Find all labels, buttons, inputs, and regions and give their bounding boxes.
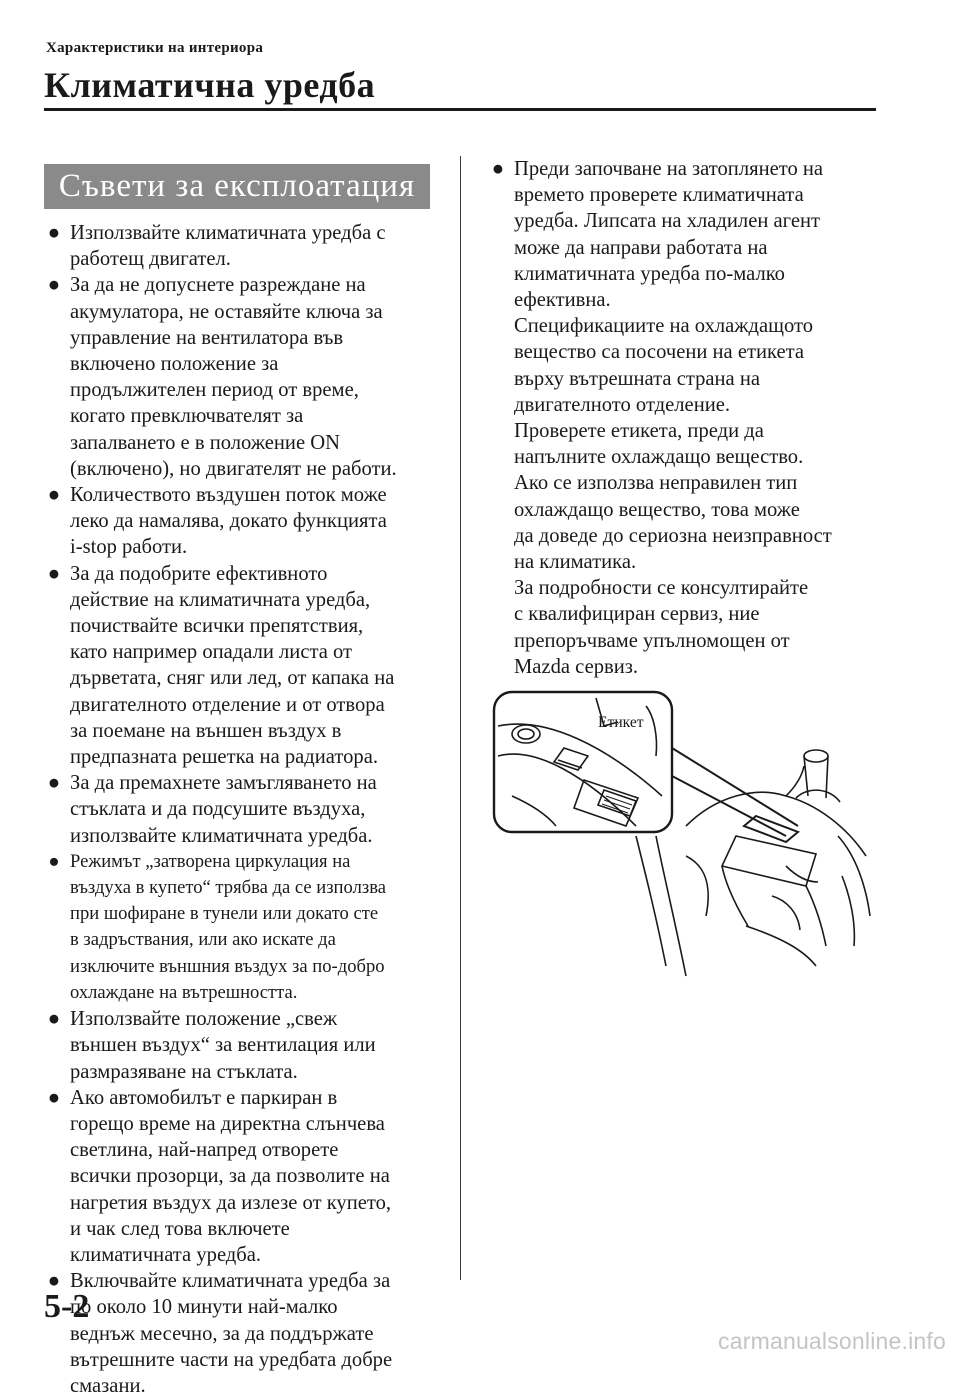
text-line: и чак след това включете xyxy=(70,1217,290,1240)
text-line: охлаждане на вътрешността. xyxy=(70,981,298,1003)
text-line: предпазната решетка на радиатора. xyxy=(70,746,379,769)
page-title: Климатична уредба xyxy=(44,65,376,105)
text-line: горещо време на директна слънчева xyxy=(70,1112,385,1135)
text-line: За подробности се консултирайте xyxy=(514,577,809,600)
text-line: Ако се използва неправилен тип xyxy=(514,472,798,495)
title-rule xyxy=(44,108,876,111)
bullet-text xyxy=(514,156,878,313)
text-line: Количеството въздушен поток може xyxy=(70,484,387,507)
bullet-item xyxy=(44,1085,434,1268)
note-paragraph xyxy=(488,418,878,470)
text-line: времето проверете климатичната xyxy=(514,184,804,207)
text-line: i-stop работи. xyxy=(70,536,188,559)
text-line: стъклата и да подсушите въздуха, xyxy=(70,798,366,821)
text-line: напълните охлаждащо вещество. xyxy=(514,446,804,469)
bullet-dot-icon: ● xyxy=(491,158,505,180)
text-line: работещ двигател. xyxy=(70,248,231,271)
text-line: в задръствания, или ако искате да xyxy=(70,929,336,951)
text-line: когато превключвателят за xyxy=(70,405,304,428)
column-divider xyxy=(460,156,461,1280)
text-line: акумулатора, не оставяйте ключа за xyxy=(70,300,383,323)
text-line: двигателното отделение. xyxy=(514,393,731,416)
engine-compartment-illustration xyxy=(486,686,876,986)
text-line: действие на климатичната уредба, xyxy=(70,588,371,611)
text-line: климатичната уредба по-малко xyxy=(514,262,785,285)
watermark: carmanualsonline.info xyxy=(718,1328,946,1354)
bullet-item xyxy=(44,1006,434,1085)
page-number: 5-2 xyxy=(44,1288,90,1325)
figure-label: Етикет xyxy=(598,714,644,731)
text-line: външен въздух“ за вентилация или xyxy=(70,1034,376,1057)
text-line: леко да намалява, докато функцията xyxy=(70,510,387,533)
bullet-dot-icon: ● xyxy=(47,222,61,244)
text-line: като например опадали листа от xyxy=(70,641,353,664)
text-line: по около 10 минути най-малко xyxy=(70,1296,338,1319)
text-line: двигателното отделение и от отвора xyxy=(70,693,385,716)
text-line: нагретия въздух да излезе от купето, xyxy=(70,1191,392,1214)
text-line: Спецификациите на охлаждащото xyxy=(514,315,814,338)
text-line: вътрешните части на уредбата добре xyxy=(70,1348,393,1371)
text-line: Ако автомобилът е паркиран в xyxy=(70,1086,338,1109)
text-line: За да подобрите ефективното xyxy=(70,562,328,585)
bullet-dot-icon: ● xyxy=(47,484,61,507)
breadcrumb: Характеристики на интериора xyxy=(46,40,264,56)
text-line: Mazda сервиз. xyxy=(514,655,639,678)
text-line: може да направи работата на xyxy=(514,236,768,259)
bullet-dot-icon: ● xyxy=(47,274,61,297)
text-line: вещество са посочени на етикета xyxy=(514,341,805,364)
text-line: препоръчваме упълномощен от xyxy=(514,629,790,652)
text-line: размразяване на стъклата. xyxy=(70,1060,298,1083)
bullet-item xyxy=(44,1268,434,1399)
bullet-item xyxy=(488,156,878,313)
text-line: за поемане на външен въздух в xyxy=(70,719,342,742)
bullet-dot-icon: ● xyxy=(47,1008,61,1031)
text-line: изключите външния въздух за по-добро xyxy=(70,955,385,977)
bullet-item xyxy=(44,849,434,1006)
text-line: запалването е в положение ON xyxy=(70,431,340,454)
bullet-dot-icon: ● xyxy=(47,1086,61,1109)
text-line: уредба. Липсата на хладилен агент xyxy=(514,210,820,233)
text-line: (включено), но двигателят не работи. xyxy=(70,457,397,480)
text-line: светлина, най-напред отворете xyxy=(70,1139,339,1162)
text-line: управление на вентилатора във xyxy=(70,326,344,349)
bullet-dot-icon: ● xyxy=(47,772,61,795)
text-line: въздуха в купето“ трябва да се използва xyxy=(70,877,386,899)
bullet-dot-icon: ● xyxy=(47,562,61,585)
text-line: смазани. xyxy=(70,1374,146,1397)
text-line: да доведе до сериозна неизправност xyxy=(514,524,832,547)
text-line: върху вътрешната страна на xyxy=(514,367,760,390)
text-line: почиствайте всички препятствия, xyxy=(70,615,364,638)
text-line: на климатика. xyxy=(514,551,637,574)
text-line: с квалифициран сервиз, ние xyxy=(514,603,760,626)
text-line: ефективна. xyxy=(514,289,611,312)
text-line: Включвайте климатичната уредба за xyxy=(70,1270,391,1293)
bullet-item xyxy=(44,272,434,482)
text-line: Проверете етикета, преди да xyxy=(514,420,764,443)
left-column xyxy=(44,220,434,1399)
text-line: използвайте климатичната уредба. xyxy=(70,824,373,847)
bullet-dot-icon: ● xyxy=(47,1270,61,1293)
note-paragraph xyxy=(488,470,878,575)
text-line: За да не допуснете разреждане на xyxy=(70,274,366,297)
right-column xyxy=(488,156,878,680)
section-title: Съвети за експлоатация xyxy=(44,164,430,209)
bullet-item xyxy=(44,220,434,272)
text-line: дърветата, сняг или лед, от капака на xyxy=(70,667,395,690)
note-paragraph xyxy=(488,575,878,680)
text-line: За да премахнете замъгляването на xyxy=(70,772,377,795)
text-line: продължителен период от време, xyxy=(70,379,359,402)
note-paragraph xyxy=(488,313,878,418)
text-line: веднъж месечно, за да поддържате xyxy=(70,1322,374,1345)
text-line: при шофиране в тунели или докато сте xyxy=(70,903,379,925)
text-line: климатичната уредба. xyxy=(70,1243,262,1266)
text-line: Използвайте положение „свеж xyxy=(70,1008,338,1031)
text-line: Преди започване на затоплянето на xyxy=(514,158,824,180)
text-line: всички прозорци, за да позволите на xyxy=(70,1165,390,1188)
text-line: включено положение за xyxy=(70,353,279,376)
bullet-item xyxy=(44,482,434,561)
text-line: охлаждащо вещество, това може xyxy=(514,498,800,521)
bullet-item xyxy=(44,561,434,771)
notes xyxy=(488,313,878,680)
text-line: Режимът „затворена циркулация на xyxy=(70,850,351,872)
bullet-item xyxy=(44,770,434,849)
bullet-dot-icon: ● xyxy=(48,850,60,872)
text-line: Използвайте климатичната уредба с xyxy=(70,222,386,244)
